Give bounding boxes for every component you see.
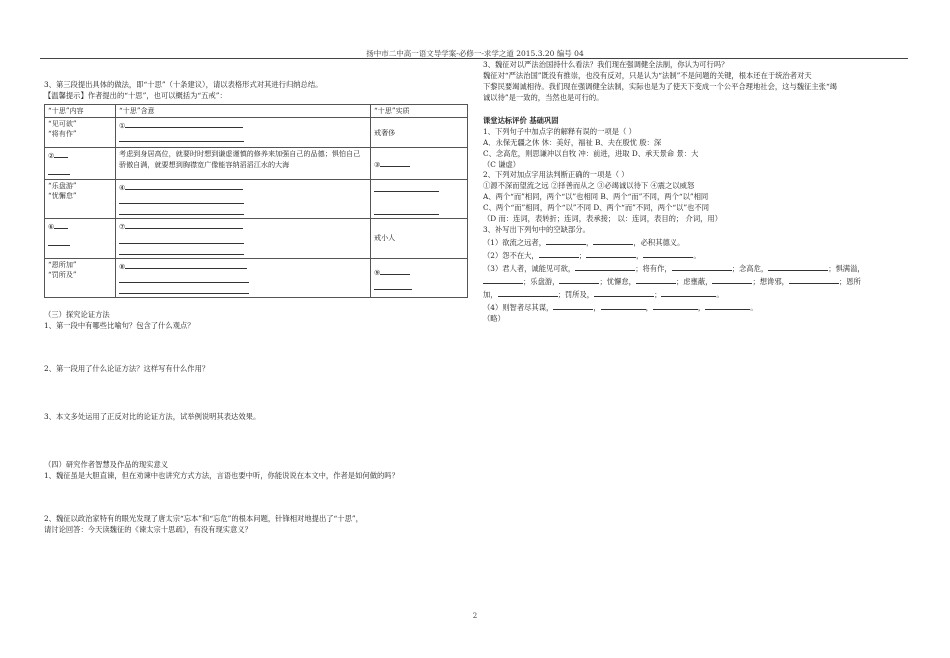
- answer-blank[interactable]: [374, 204, 439, 215]
- answer-blank[interactable]: [119, 283, 249, 294]
- answer-blank[interactable]: [661, 288, 716, 297]
- answer-blank[interactable]: [575, 262, 635, 271]
- table-cell: 考虑到身居高位，就要时时想到谦虚谨慎的修养来加强自己的品德；惧怕自己骄傲自满，就要想到胸襟宽广像能容纳滔滔江水的大海: [116, 148, 371, 180]
- table-cell: ⑧: [116, 258, 371, 297]
- fill-line-3: （3）君人者，诚能见可欲， ；将有作， ；念高危， ；惧满溢，: [483, 263, 865, 273]
- table-cell: ①: [116, 118, 371, 148]
- table-row: [45, 219, 468, 258]
- answer-blank[interactable]: [125, 119, 243, 128]
- table-cell: 戒奢侈: [371, 118, 468, 148]
- answer-blank[interactable]: [48, 166, 70, 175]
- table-header-cell: “十思”内容: [45, 104, 116, 117]
- table-cell: “乐盘游” “忧懈怠”: [45, 180, 116, 219]
- table-cell: ②: [45, 148, 116, 180]
- question-3-law: 3、魏征对以严法治国持什么看法？我们现在强调健全法制，你认为可行吗？: [483, 60, 729, 69]
- table-cell: ⑦: [116, 219, 371, 258]
- answer-blank[interactable]: [380, 158, 410, 167]
- answer-blank[interactable]: [705, 301, 750, 310]
- fill-line-6: （4）则智者尽其谋， ， ， ， 。: [483, 302, 758, 312]
- question-3-intro: 3、第三段提出具体的做法，即“十思”（十条建议），请以表格形式对其进行归纳总结。: [44, 80, 323, 89]
- answer-blank[interactable]: [712, 275, 752, 284]
- table-cell: “恩所加” “罚所及”: [45, 258, 116, 297]
- fill-line-2: （2）怨不在大， ； ， 。: [483, 251, 701, 260]
- exercise-2-option: A、两个“而”相同，两个“以”也相同 B、两个“而”不同，两个“以”相同: [483, 192, 709, 202]
- section-4-question-2: 2、魏征以政治家特有的眼光发现了唐太宗“忘本”和“忘危”的根本问题，针锋相对地提出了“十思”，: [44, 514, 363, 524]
- answer-blank[interactable]: [586, 249, 636, 258]
- answer-blank[interactable]: [594, 288, 654, 297]
- exercise-1: 1、下列句子中加点字的解释有误的一项是（ ）: [483, 126, 636, 136]
- table-cell: ⑨: [371, 258, 468, 297]
- section-3-title: （三）探究论证方法: [44, 309, 110, 319]
- table-cell: ⑥: [45, 219, 116, 258]
- answer-line: 魏征对“严法治国”既没有推崇，也没有反对，只是认为“法制”不是问题的关键，根本还在于统治者对天: [483, 70, 812, 80]
- table-row: [45, 180, 468, 219]
- exercise-2: 2、下列对加点字用法判断正确的一项是（ ）: [483, 170, 629, 180]
- right-column: [483, 60, 903, 325]
- answer-blank[interactable]: [539, 249, 579, 258]
- section-3-question-1: 1、第一段中有哪些比喻句？包含了什么观点？: [44, 320, 195, 330]
- answer-blank[interactable]: [119, 244, 244, 255]
- answer-blank[interactable]: [48, 237, 70, 246]
- section-3-question-2: 2、第一段用了什么论证方法？这样写有什么作用？: [44, 363, 210, 373]
- exercise-2-option: C、两个“而”相同，两个“以”不同 D、两个“而”不同，两个“以”也不同: [483, 203, 710, 213]
- page-number: 2: [472, 612, 478, 620]
- answer-blank[interactable]: [483, 275, 523, 284]
- answer-blank[interactable]: [119, 193, 244, 204]
- answer-line: 下黎民要竭诚相待。我们现在强调健全法制，实际也是为了使天下变成一个公平合理地社会，这与魏征主张“竭: [483, 81, 837, 91]
- section-4-title: （四）研究作者智慧及作品的现实意义: [44, 459, 169, 469]
- fill-line-1: （1）欲流之远者， ， ，必积其德义。: [483, 238, 685, 248]
- answer-blank[interactable]: [636, 275, 676, 284]
- exercise-2-answer: （D 而：连词，表转折；连词，表承接； 以：连词，表目的； 介词，用）: [483, 214, 723, 224]
- answer-blank[interactable]: [119, 131, 244, 142]
- answer-blank[interactable]: [119, 204, 244, 215]
- answer-blank[interactable]: [768, 262, 828, 271]
- answer-blank[interactable]: [374, 281, 412, 290]
- section-3-question-3: 3、本文多处运用了正反对比的论证方法，试举例说明其表达效果。: [44, 411, 261, 421]
- answer-blank[interactable]: [643, 249, 693, 258]
- exercise-1-option: A．永保无疆之休 休：美好，福祉 B、夫在殷忧 殷：深: [483, 137, 662, 147]
- answer-blank[interactable]: [119, 233, 244, 244]
- table-header-cell: “十思”含意: [116, 104, 371, 117]
- answer-blank[interactable]: [498, 288, 558, 297]
- answer-blank[interactable]: [553, 301, 593, 310]
- answer-line: 诚以待”是一致的，当然也是可行的。: [483, 92, 604, 102]
- table-row: [45, 258, 468, 297]
- answer-blank[interactable]: [672, 262, 732, 271]
- evaluation-title: 课堂达标评价 基础巩固: [483, 115, 559, 125]
- answer-blank[interactable]: [125, 220, 243, 229]
- answer-blank[interactable]: [54, 220, 68, 229]
- fill-line-4: ；乐盘游， ；忧懈怠， ；虑壅蔽， ；想谗邪， ；恩所: [483, 275, 903, 288]
- answer-blank[interactable]: [125, 181, 243, 190]
- header-rule: [40, 58, 908, 59]
- answer-blank[interactable]: [653, 301, 698, 310]
- table-cell: ④: [116, 180, 371, 219]
- section-4-question-1: 1、魏征虽是大胆直谏，但在劝谏中也讲究方式方法，言语也要中听，你能说说在本文中，作者是如何做的吗？: [44, 470, 399, 480]
- table-header-row: [45, 104, 468, 117]
- fill-line-5: 加， ；罚所及， ； 。: [483, 289, 724, 299]
- table-cell: ③: [371, 148, 468, 180]
- tip-text: 【温馨提示】作者提出的“十思”，也可以概括为“五戒”：: [44, 90, 227, 100]
- answer-blank[interactable]: [593, 236, 633, 245]
- answer-blank[interactable]: [789, 275, 839, 284]
- ten-thoughts-table: [44, 104, 468, 298]
- exercise-3: 3、补写出下列句中的空缺部分。: [483, 225, 590, 235]
- answer-blank[interactable]: [54, 149, 68, 158]
- answer-blank[interactable]: [601, 301, 646, 310]
- left-column: [44, 80, 469, 536]
- table-cell: 戒小人: [371, 219, 468, 258]
- exercise-2-items: ①源不深而望流之远 ②择善而从之 ③必竭诚以待下 ④震之以威怒: [483, 181, 695, 191]
- table-header-cell: “十思”实质: [371, 104, 468, 117]
- table-cell: [371, 180, 468, 219]
- table-row: [45, 118, 468, 148]
- exercise-1-answer: （C 谦虚）: [483, 159, 521, 169]
- section-4-question-2-cont: 请讨论回答：今天读魏征的《谏太宗十思疏》，有没有现实意义？: [44, 525, 252, 535]
- answer-blank[interactable]: [380, 266, 410, 275]
- table-cell: “见可欲” “将有作”: [45, 118, 116, 148]
- answer-blank[interactable]: [559, 275, 599, 284]
- omitted-note: （略）: [483, 313, 505, 323]
- answer-blank[interactable]: [546, 236, 586, 245]
- answer-blank[interactable]: [374, 181, 439, 192]
- table-row: [45, 148, 468, 180]
- answer-blank[interactable]: [119, 272, 249, 283]
- exercise-1-option: C、念高危，则思谦冲以自牧 冲：前进，进取 D、承天景命 景：大: [483, 148, 699, 158]
- page-header: 扬中市二中高一语文导学案-必修一-求学之道 2015.3.20 编号 04: [366, 49, 584, 58]
- answer-blank[interactable]: [125, 260, 247, 269]
